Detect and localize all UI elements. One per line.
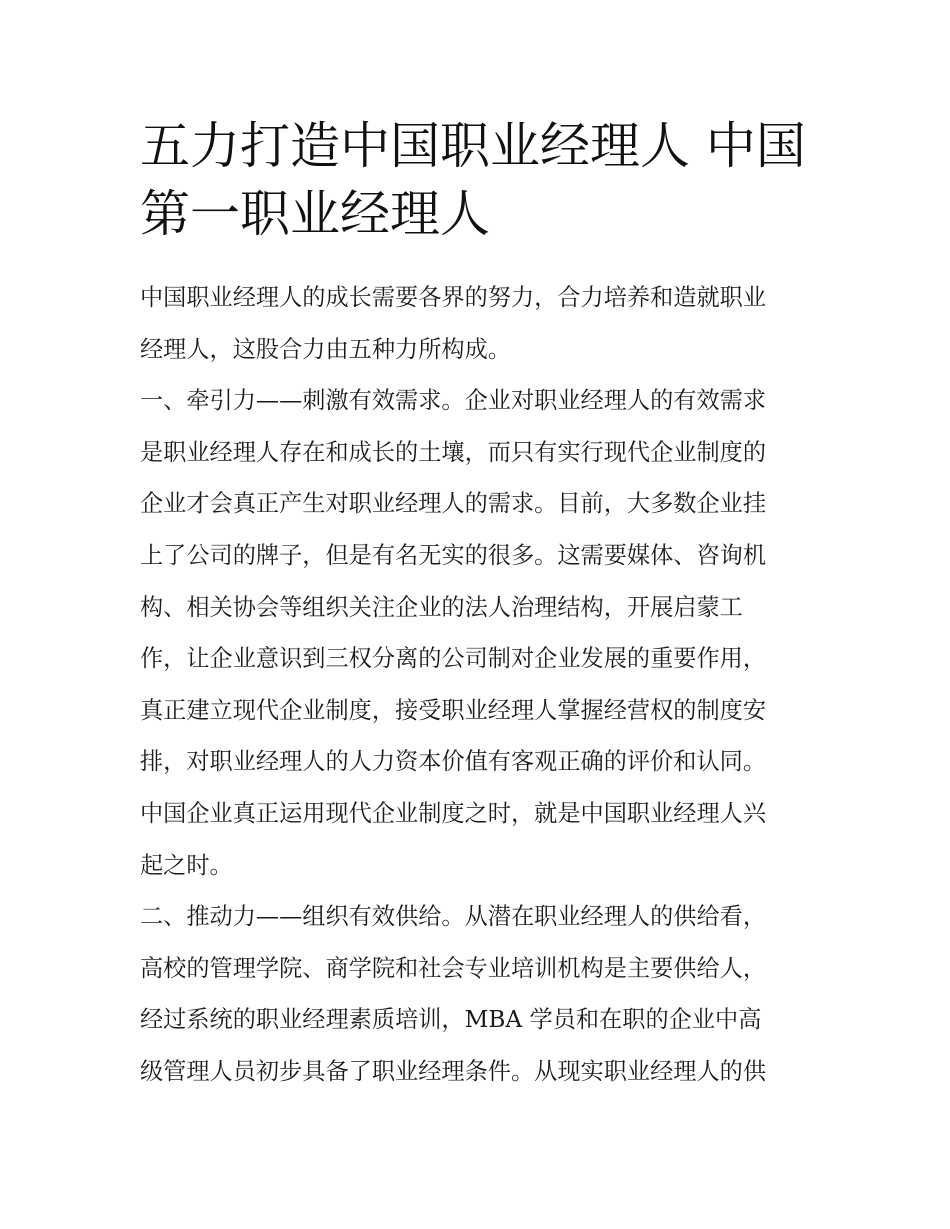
text-line: 排，对职业经理人的人力资本价值有客观正确的评价和认同。 <box>140 748 767 776</box>
document-content <box>140 112 815 1098</box>
paragraph-propulsion <box>140 891 815 1097</box>
text-line: 中国职业经理人的成长需要各界的努力，合力培养和造就职业 <box>140 284 767 311</box>
paragraph-traction <box>140 375 815 891</box>
text-line: 经过系统的职业经理素质培训，MBA 学员和在职的企业中高 <box>140 1006 762 1034</box>
text-line: 上了公司的牌子，但是有名无实的很多。这需要媒体、咨询机 <box>140 541 767 569</box>
text-line: 二、推动力——组织有效供给。从潜在职业经理人的供给看， <box>140 903 767 931</box>
text-line: 起之时。 <box>140 851 233 879</box>
text-line: 作，让企业意识到三权分离的公司制对企业发展的重要作用， <box>140 645 767 673</box>
text-line: 中国企业真正运用现代企业制度之时，就是中国职业经理人兴 <box>140 799 767 827</box>
text-line: 是职业经理人存在和成长的土壤，而只有实行现代企业制度的 <box>140 438 767 466</box>
text-line: 真正建立现代企业制度，接受职业经理人掌握经营权的制度安 <box>140 696 767 724</box>
paragraph-intro <box>140 272 815 375</box>
text-line: 经理人，这股合力由五种力所构成。 <box>140 335 511 363</box>
text-line: 高校的管理学院、商学院和社会专业培训机构是主要供给人， <box>140 954 767 982</box>
title-line-1: 五力打造中国职业经理人 中国 <box>140 117 806 175</box>
text-line: 级管理人员初步具备了职业经理条件。从现实职业经理人的供 <box>140 1057 767 1085</box>
document-body <box>140 272 815 1098</box>
title-line-2: 第一职业经理人 <box>140 185 490 243</box>
text-line: 一、牵引力——刺激有效需求。企业对职业经理人的有效需求 <box>140 387 767 415</box>
text-line: 构、相关协会等组织关注企业的法人治理结构，开展启蒙工 <box>140 593 743 621</box>
text-line: 企业才会真正产生对职业经理人的需求。目前，大多数企业挂 <box>140 490 767 518</box>
document-title <box>140 112 815 248</box>
